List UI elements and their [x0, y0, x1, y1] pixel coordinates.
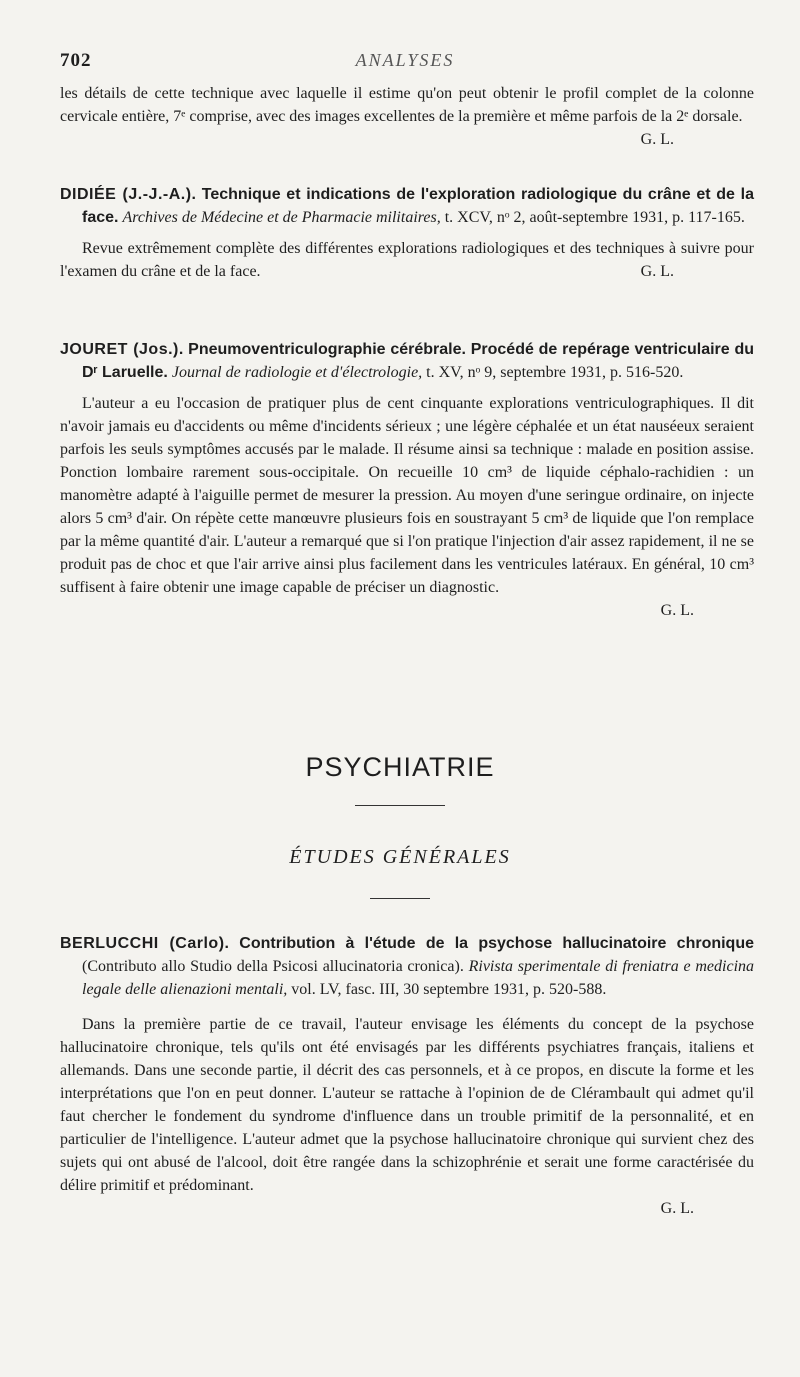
entry-title: Technique et indications de l'exploration radiologique du crâne et de la face.: [82, 186, 755, 226]
entry-ref: t. XV, nᵒ 9, septembre 1931, p. 516-520.: [426, 364, 684, 381]
entry-signature: G. L.: [640, 263, 674, 280]
entry-ref: t. XCV, nᵒ 2, août-septembre 1931, p. 117-165.: [444, 209, 745, 226]
entry-journal: Journal de radiologie et d'électrologie,: [171, 364, 423, 381]
entry-jouret: [60, 338, 754, 622]
intro-paragraph: [60, 82, 754, 151]
subsection-divider: [370, 898, 430, 899]
entry-title: Pneumoventriculographie cérébrale. Procédé de repérage ventriculaire du Dʳ Laruelle.: [82, 341, 755, 381]
page-header: [60, 50, 750, 76]
entry-signature: G. L.: [660, 602, 694, 619]
subsection-title: ÉTUDES GÉNÉRALES: [289, 846, 511, 868]
entry-journal: Rivista sperimentale di freniatra e medicina legale delle alienazioni mentali,: [82, 958, 755, 998]
entry-berlucchi: [60, 932, 754, 1220]
entry-summary: Revue extrêmement complète des différentes explorations radiologiques et des techniques à suivre pour l'examen du crâne et de la face.: [60, 240, 754, 280]
running-head: ANALYSES: [355, 50, 455, 70]
entry-didiee: [60, 183, 754, 283]
section-title: PSYCHIATRIE: [305, 752, 495, 782]
entry-summary: Dans la première partie de ce travail, l'auteur envisage les éléments du concept de la psychose hallucinatoire chronique, tels qu'ils ont été envisagés par les différents psychiatres français, italiens et allemands. Dans une seconde partie, il décrit des cas personnels, et à ce propos, en discute la forme et les interprétations que l'on en peut donner. L'auteur se rattache à l'opinion de de Clérambault qui admet qu'il faut chercher le fondement du syndrome d'influence dans un trouble primitif de la personnalité, et en particulier de l'intelligence. L'auteur admet que la psychose hallucinatoire chronique qui survient chez des sujets qui ont abusé de l'alcool, doit être rangée dans la schizophrénie et serait une forme caractérisée du délire primitif et prédominant.: [60, 1016, 754, 1194]
section-divider: [355, 805, 445, 806]
entry-author: JOURET (Jos.).: [60, 341, 184, 358]
intro-signature: G. L.: [640, 131, 674, 148]
entry-title: Contribution à l'étude de la psychose hallucinatoire chronique: [239, 935, 755, 952]
entry-journal: Archives de Médecine et de Pharmacie militaires,: [122, 209, 441, 226]
entry-ref: vol. LV, fasc. III, 30 septembre 1931, p. 520-588.: [291, 981, 607, 998]
entry-signature: G. L.: [660, 1200, 694, 1217]
entry-author: DIDIÉE (J.-J.-A.).: [60, 186, 197, 203]
page-number: 702: [60, 50, 92, 71]
entry-translation: (Contributo allo Studio della Psicosi allucinatoria cronica).: [82, 958, 464, 975]
entry-author: BERLUCCHI (Carlo).: [60, 935, 230, 952]
entry-summary: L'auteur a eu l'occasion de pratiquer plus de cent cinquante explorations ventriculographiques. Il dit n'avoir jamais eu d'accidents ou même d'incidents sérieux ; une légère céphalée et un état nauséeux seraient parfois les seuls symptômes accusés par le malade. Il résume ainsi sa technique : malade en position assise. Ponction lombaire rarement sous-occipitale. On recueille 10 cm³ de liquide céphalo-rachidien : un manomètre adapté à l'aiguille permet de mesurer la pression. Au moyen d'une seringue ordinaire, on injecte alors 5 cm³ d'air. On répète cette manœuvre plusieurs fois en soustrayant 5 cm³ de liquide que l'on remplace par la même quantité d'air. L'auteur a remarqué que si l'on pratique l'injection d'air assez rapidement, il ne se produit pas de choc et que l'air arrive ainsi plus facilement dans les ventricules latéraux. En général, 10 cm³ suffisent à faire obtenir une image capable de préciser un diagnostic.: [60, 395, 754, 596]
intro-text: les détails de cette technique avec laquelle il estime qu'on peut obtenir le profil complet de la colonne cervicale entière, 7ᵉ comprise, avec des images excellentes de la première et même parfois de la 2ᵉ dorsale.: [60, 85, 754, 125]
